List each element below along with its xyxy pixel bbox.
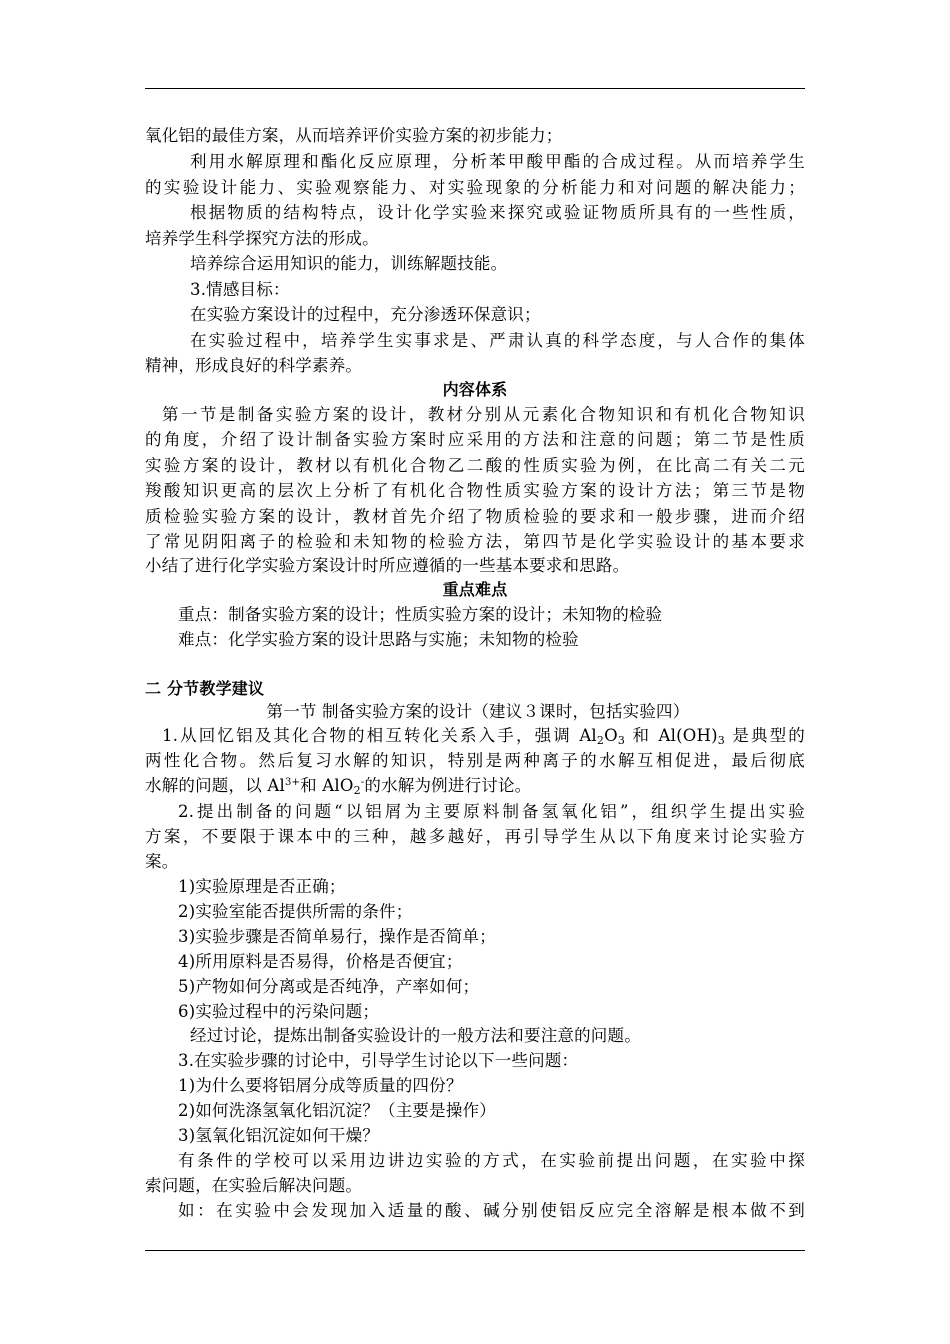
text-line: 重点：制备实验方案的设计；性质实验方案的设计；未知物的检验: [178, 605, 663, 624]
text-line: 在实验过程中，培养学生实事求是、严肃认真的科学态度，与人合作的集体: [190, 331, 805, 350]
text-line: 案。: [145, 852, 179, 871]
text-line: 的实验设计能力、实验观察能力、对实验现象的分析能力和对问题的解决能力；: [145, 178, 805, 197]
text-line: 有条件的学校可以采用边讲边实验的方式，在实验前提出问题，在实验中探: [178, 1151, 805, 1170]
footer-rule: [145, 1250, 805, 1251]
text-line: 方案，不要限于课本中的三种，越多越好，再引导学生从以下角度来讨论实验方: [145, 827, 805, 846]
list-item: 3)氢氧化铝沉淀如何干燥？: [178, 1126, 380, 1145]
text-line: 了常见阴阳离子的检验和未知物的检验方法，第四节是化学实验设计的基本要求: [145, 532, 805, 551]
header-rule: [145, 88, 805, 89]
text-line: 小结了进行化学实验方案设计时所应遵循的一些基本要求和思路。: [145, 556, 630, 575]
text-line: 经过讨论，提炼出制备实验设计的一般方法和要注意的问题。: [190, 1026, 641, 1045]
text-line: 利用水解原理和酯化反应原理，分析苯甲酸甲酯的合成过程。从而培养学生: [190, 152, 805, 171]
text-line: 氧化铝的最佳方案，从而培养评价实验方案的初步能力；: [145, 126, 563, 145]
text-line: 精神，形成良好的科学素养。: [145, 356, 363, 375]
list-item: 6)实验过程中的污染问题；: [178, 1002, 380, 1021]
text-line: 两性化合物。然后复习水解的知识，特别是两种离子的水解互相促进，最后彻底: [145, 751, 805, 770]
text-line: 培养学生科学探究方法的形成。: [145, 229, 379, 248]
text-line: 如：在实验中会发现加入适量的酸、碱分别使铝反应完全溶解是根本做不到: [178, 1201, 805, 1220]
list-item: 2)实验室能否提供所需的条件；: [178, 902, 413, 921]
list-item: 3)实验步骤是否简单易行，操作是否简单；: [178, 927, 496, 946]
text-line: 在实验方案设计的过程中，充分渗透环保意识；: [190, 305, 541, 324]
text-line: 根据物质的结构特点，设计化学实验来探究或验证物质所具有的一些性质，: [190, 203, 805, 222]
text-line-formula: 1.从回忆铝及其化合物的相互转化关系入手，强调 $Al_2O_3$ 和 $Al(OH)_3$ 是典型的: [162, 726, 805, 747]
section-heading-key-points: 重点难点: [442, 580, 508, 599]
text-line: 索问题，在实验后解决问题。: [145, 1176, 363, 1195]
text-line: 培养综合运用知识的能力，训练解题技能。: [190, 254, 508, 273]
text-line: 第一节是制备实验方案的设计，教材分别从元素化合物知识和有机化合物知识: [162, 405, 805, 424]
text-line: 羧酸知识更高的层次上分析了有机化合物性质实验方案的设计方法；第三节是物: [145, 481, 805, 500]
text-line: 3.情感目标：: [190, 280, 290, 299]
text-line: 的角度，介绍了设计制备实验方案时应采用的方法和注意的问题；第二节是性质: [145, 430, 805, 449]
text-line: 质检验实验方案的设计，教材首先介绍了物质检验的要求和一般步骤，进而介绍: [145, 507, 805, 526]
subsection-title: 第一节 制备实验方案的设计（建议３课时，包括实验四）: [266, 702, 690, 721]
list-item: 5)产物如何分离或是否纯净，产率如何；: [178, 977, 480, 996]
text-line: 3.在实验步骤的讨论中，引导学生讨论以下一些问题：: [178, 1051, 579, 1070]
text-line: 难点：化学实验方案的设计思路与实施；未知物的检验: [178, 630, 579, 649]
list-item: 2)如何洗涤氢氧化铝沉淀？（主要是操作）: [178, 1101, 496, 1120]
section-heading-teaching-suggestions: 二 分节教学建议: [145, 679, 265, 698]
list-item: 1)实验原理是否正确；: [178, 877, 346, 896]
text-line-formula: 水解的问题，以 $Al^{3+}$和 AlO$_2$-的水解为例进行讨论。: [145, 776, 532, 797]
text-line: 2.提出制备的问题“以铝屑为主要原料制备氢氧化铝”，组织学生提出实验: [178, 802, 805, 821]
list-item: 4)所用原料是否易得，价格是否便宜；: [178, 952, 463, 971]
section-heading-content-system: 内容体系: [442, 380, 508, 399]
text-line: 实验方案的设计，教材以有机化合物乙二酸的性质实验为例，在比高二有关二元: [145, 456, 805, 475]
list-item: 1)为什么要将铝屑分成等质量的四份？: [178, 1076, 463, 1095]
